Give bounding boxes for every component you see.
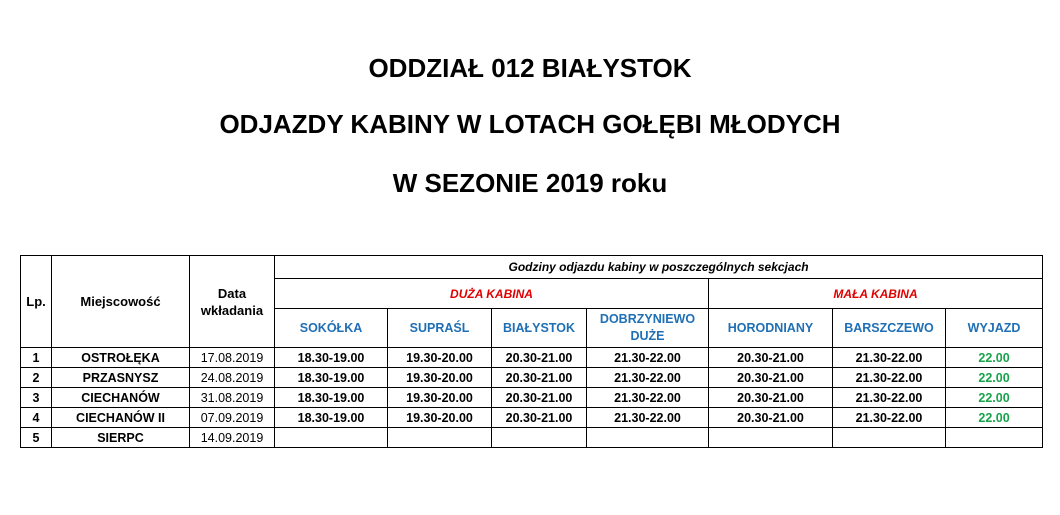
- schedule-table: [20, 255, 1043, 448]
- row-time: [275, 428, 388, 448]
- row-departure: 22.00: [946, 368, 1043, 388]
- header-section: HORODNIANY: [709, 309, 833, 348]
- row-time: [587, 428, 709, 448]
- title-line-3: W SEZONIE 2019 roku: [392, 168, 668, 198]
- row-time: 21.30-22.00: [833, 368, 946, 388]
- row-time: 21.30-22.00: [833, 408, 946, 428]
- row-date: 17.08.2019: [190, 348, 275, 368]
- row-town: PRZASNYSZ: [52, 368, 190, 388]
- row-time: 19.30-20.00: [388, 348, 492, 368]
- row-time: 21.30-22.00: [833, 388, 946, 408]
- row-time: 19.30-20.00: [388, 388, 492, 408]
- row-departure: 22.00: [946, 388, 1043, 408]
- row-date: 14.09.2019: [190, 428, 275, 448]
- row-time: 20.30-21.00: [492, 388, 587, 408]
- row-town: CIECHANÓW II: [52, 408, 190, 428]
- row-time: 20.30-21.00: [709, 368, 833, 388]
- header-small-cabin: MAŁA KABINA: [709, 279, 1043, 309]
- row-date: 07.09.2019: [190, 408, 275, 428]
- row-time: 20.30-21.00: [492, 348, 587, 368]
- row-lp: 2: [21, 368, 52, 388]
- row-town: CIECHANÓW: [52, 388, 190, 408]
- row-time: 21.30-22.00: [587, 368, 709, 388]
- header-big-cabin: DUŻA KABINA: [275, 279, 709, 309]
- row-town: OSTROŁĘKA: [52, 348, 190, 368]
- table-row: [21, 408, 1043, 428]
- header-section: BIAŁYSTOK: [492, 309, 587, 348]
- row-time: [709, 428, 833, 448]
- row-time: 21.30-22.00: [587, 408, 709, 428]
- header-lp: Lp.: [21, 256, 52, 348]
- row-time: 18.30-19.00: [275, 348, 388, 368]
- header-group: Godziny odjazdu kabiny w poszczególnych sekcjach: [275, 256, 1043, 279]
- header-town: Miejscowość: [52, 256, 190, 348]
- row-time: 20.30-21.00: [709, 388, 833, 408]
- table-row: [21, 388, 1043, 408]
- table-row: [21, 348, 1043, 368]
- row-lp: 1: [21, 348, 52, 368]
- row-time: 20.30-21.00: [492, 368, 587, 388]
- row-time: 21.30-22.00: [833, 348, 946, 368]
- table-row: [21, 428, 1043, 448]
- row-time: 19.30-20.00: [388, 408, 492, 428]
- row-date: 24.08.2019: [190, 368, 275, 388]
- header-date: Data wkładania: [190, 256, 275, 348]
- row-departure: 22.00: [946, 408, 1043, 428]
- row-time: 18.30-19.00: [275, 368, 388, 388]
- row-time: 20.30-21.00: [492, 408, 587, 428]
- row-time: [492, 428, 587, 448]
- row-lp: 5: [21, 428, 52, 448]
- header-section: DOBRZYNIEWO DUŻE: [587, 309, 709, 348]
- header-section: BARSZCZEWO: [833, 309, 946, 348]
- row-town: SIERPC: [52, 428, 190, 448]
- row-time: [388, 428, 492, 448]
- row-time: 21.30-22.00: [587, 348, 709, 368]
- row-date: 31.08.2019: [190, 388, 275, 408]
- row-time: 20.30-21.00: [709, 408, 833, 428]
- row-time: 20.30-21.00: [709, 348, 833, 368]
- row-time: 19.30-20.00: [388, 368, 492, 388]
- row-time: 18.30-19.00: [275, 408, 388, 428]
- header-section: SOKÓŁKA: [275, 309, 388, 348]
- row-time: 21.30-22.00: [587, 388, 709, 408]
- title-line-2: ODJAZDY KABINY W LOTACH GOŁĘBI MŁODYCH: [219, 109, 841, 139]
- title-line-1: ODDZIAŁ 012 BIAŁYSTOK: [368, 53, 692, 83]
- row-lp: 4: [21, 408, 52, 428]
- row-departure: 22.00: [946, 348, 1043, 368]
- row-departure: [946, 428, 1043, 448]
- row-time: 18.30-19.00: [275, 388, 388, 408]
- table-row: [21, 368, 1043, 388]
- header-section: SUPRAŚL: [388, 309, 492, 348]
- row-time: [833, 428, 946, 448]
- header-section: WYJAZD: [946, 309, 1043, 348]
- row-lp: 3: [21, 388, 52, 408]
